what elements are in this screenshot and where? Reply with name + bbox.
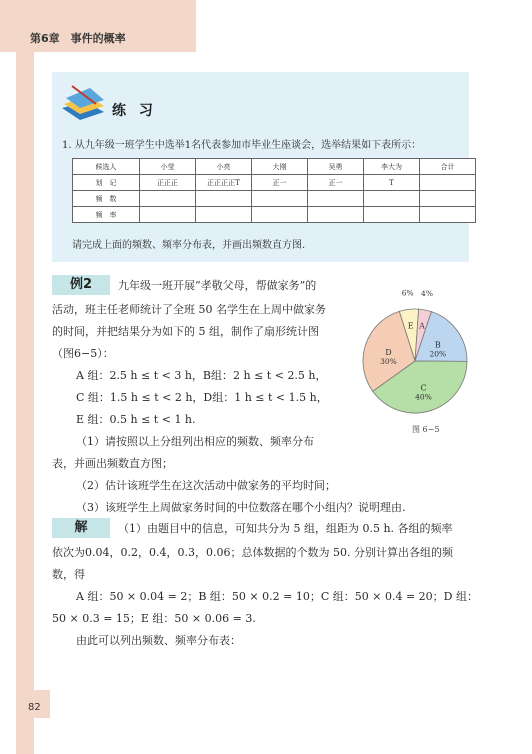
book-icon: [58, 82, 110, 122]
example-line: 的时间，并把结果分为如下的 5 组，制作了扇形统计图: [52, 325, 319, 338]
table-header-row: [73, 159, 476, 175]
chapter-header: [0, 0, 196, 52]
table-cell: 正一: [252, 175, 308, 191]
table-cell: [308, 207, 364, 223]
table-header-cell: 小莹: [140, 159, 196, 175]
pie-category-label: C: [420, 383, 427, 393]
table-cell: [140, 191, 196, 207]
example-line: （1）请按照以上分组列出相应的频数、频率分布: [76, 435, 314, 448]
example-line: C 组：1.5 h ≤ t < 2 h，D组：1 h ≤ t < 1.5 h，: [76, 391, 328, 404]
table-header-cell: 吴勇: [308, 159, 364, 175]
table-cell: [420, 207, 476, 223]
table-header-cell: 候选人: [73, 159, 140, 175]
table-row: [73, 191, 476, 207]
practice-note: 请完成上面的频数、频率分布表，并画出频数直方图.: [72, 240, 306, 251]
table-cell: [364, 207, 420, 223]
table-header-cell: 大刚: [252, 159, 308, 175]
page-number: 82: [28, 702, 41, 713]
table-cell: [308, 191, 364, 207]
solution-line: （1）由题目中的信息，可知共分为 5 组，组距为 0.5 h. 各组的频率: [118, 522, 453, 535]
pie-category-label: B: [434, 340, 441, 350]
solution-line: 由此可以列出频数、频率分布表：: [76, 634, 241, 647]
table-header-cell: 合计: [420, 159, 476, 175]
table-cell: [196, 207, 252, 223]
table-header-cell: 小亮: [196, 159, 252, 175]
table-cell: [252, 207, 308, 223]
pie-category-label: A: [419, 321, 425, 331]
pie-chart: [355, 285, 475, 423]
table-cell: 正正正正T: [196, 175, 252, 191]
practice-question-1: 1. 从九年级一班学生中选举1名代表参加市毕业生座谈会，选举结果如下表所示：: [62, 140, 422, 151]
solution-line: A 组：50 × 0.04 = 2；B 组：50 × 0.2 = 10；C 组：50 × 0.4 = 20；D 组：: [76, 590, 478, 603]
table-cell: T: [364, 175, 420, 191]
pie-percent-label: 30%: [380, 357, 397, 367]
example-line: 活动，班主任老师统计了全班 50 名学生在上周中做家务: [52, 303, 326, 316]
page-side-bar: [16, 0, 34, 754]
table-header-cell: 李大为: [364, 159, 420, 175]
solution-badge: 解: [52, 518, 110, 538]
example-badge: 例2: [52, 275, 110, 295]
example-line: A 组：2.5 h ≤ t < 3 h，B组：2 h ≤ t < 2.5 h，: [76, 369, 327, 382]
example-line: 九年级一班开展“孝敬父母，帮做家务”的: [118, 279, 317, 292]
figure-caption: 图 6−5: [412, 425, 440, 434]
chapter-title: 第6章 事件的概率: [30, 32, 126, 45]
table-cell: 正正正: [140, 175, 196, 191]
table-cell: [196, 191, 252, 207]
solution-line: 50 × 0.3 = 15；E 组：50 × 0.06 = 3.: [52, 612, 256, 625]
table-cell: [140, 207, 196, 223]
pie-percent-label: 6%: [401, 288, 414, 298]
table-row: [73, 207, 476, 223]
example-line: （2）估计该班学生在这次活动中做家务的平均时间；: [76, 479, 336, 492]
example-line: 表，并画出频数直方图；: [52, 457, 173, 470]
table-cell: [364, 191, 420, 207]
example-line: （图6−5）：: [52, 347, 114, 360]
table-cell: 频 数: [73, 191, 140, 207]
table-cell: 频 率: [73, 207, 140, 223]
table-cell: 正一: [308, 175, 364, 191]
practice-title: 练 习: [112, 103, 157, 119]
table-row: [73, 175, 476, 191]
pie-percent-label: 40%: [415, 392, 432, 402]
table-cell: [420, 175, 476, 191]
table-cell: [420, 191, 476, 207]
vote-table: [72, 158, 476, 223]
table-cell: 划 记: [73, 175, 140, 191]
solution-line: 依次为0.04，0.2，0.4，0.3，0.06；总体数据的个数为 50. 分别计算出各组的频: [52, 546, 453, 559]
pie-category-label: E: [407, 321, 414, 331]
example-line: E 组：0.5 h ≤ t < 1 h.: [76, 413, 196, 426]
example-line: （3）该班学生上周做家务时间的中位数落在哪个小组内？说明理由.: [76, 501, 406, 514]
pie-percent-label: 4%: [421, 289, 433, 299]
pie-percent-label: 20%: [429, 349, 447, 359]
solution-line: 数，得: [52, 568, 85, 581]
table-cell: [252, 191, 308, 207]
pie-category-label: D: [385, 348, 392, 358]
